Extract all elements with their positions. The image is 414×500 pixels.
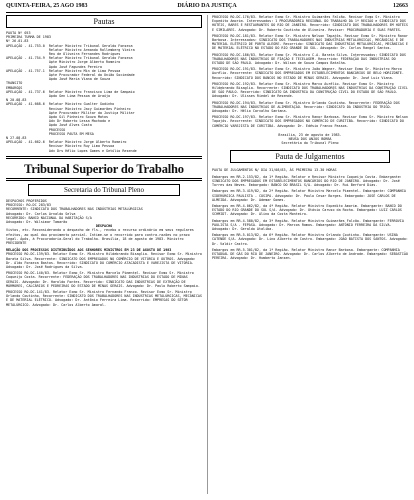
header-date: QUINTA-FEIRA, 25 AGO 1983 (6, 3, 88, 9)
pauta-line: Revisor Ministro Ruy Lima Pessoa (6, 144, 115, 149)
sign-role: Secretária do Tribunal Pleno (281, 141, 339, 146)
pauta-line: PROCESSO (6, 127, 66, 132)
distribution-entry: PROCESSO RO-DC-141/83. Relator Exmo Sr. Ministro Fernando Franco. Revisor Exmo Sr. Ministro Orlando Coutinho. Recorrente: SINDICATO DOS TRABALHADORES NAS INDÚSTRIAS METALÚRGICAS, MECÂNICAS E DE MATERIAL ELÉTRICO. Advogado: Dr. Antônio Ferreira Lima. Recorrido: EMPRESAS DO SETOR METALÚRGICO. Advogado: Dr. Carlos Alberto Amaral. (6, 289, 205, 307)
relacao-list (6, 252, 205, 307)
pauta-line: Apte Ministro Jorge Alberto Romeiro (6, 60, 121, 65)
page-header (6, 2, 408, 12)
tst-subtitle: Secretaria do Tribunal Pleno (28, 184, 180, 196)
pauta-line: Adv Dr Roberto Lessa Machado e (6, 119, 111, 124)
distribution-entry: PROCESSO RO-DC-192/83. Relator Exmo Sr. Ministro Marco Aurélio. Revisor Exmo Sr. Ministro Hildebrando Bisaglia. Recorrente: SINDICATO DOS TRABALHADORES NAS INDÚSTRIAS DA CONSTRUÇÃO CIVIL DE SÃO PAULO. Recorrido: SINDICATO DA INDÚSTRIA DA CONSTRUÇÃO CIVIL DO ESTADO DE SÃO PAULO. Advogado: Dr. Ulisses Riedel de Resende. (212, 81, 411, 99)
pauta-line: EMBARGOS (6, 85, 23, 90)
distribution-entry: PROCESSO RO-DC-191/83. Relator Exmo Sr. Ministro João Wagner. Revisor Exmo Sr. Ministro Marco Aurélio. Recorrente: SINDICATO DOS EMPREGADOS EM ESTABELECIMENTOS BANCÁRIOS DE BELO HORIZONTE. Recorrido: SINDICATO DOS BANCOS NO ESTADO DE MINAS GERAIS. Advogado: Dr. José Luiz Viana. (212, 67, 406, 80)
despacho-title: DESPACHO (95, 224, 113, 229)
distribution-entry: PROCESSO RO-DC-186/83. Relator Exmo Sr. Ministro C.A. Barata Silva. Interessados: SINDICATO DOS TRABALHADORES NAS INDÚSTRIAS DE FIAÇÃO E TECELAGEM. Recorrido: FEDERAÇÃO DAS INDÚSTRIAS DO ESTADO DE SÃO PAULO. Advogado: Dr. Wilson de Souza Campos Batalha. (212, 52, 408, 66)
pauta-line: Apdo Gen Lima Pessoa de Araújo (6, 94, 111, 99)
pautas-heading: Pautas (6, 15, 202, 28)
pauta-line: N 27.08.83 (6, 136, 27, 141)
pauta-line: Nº 26.01.83 (6, 39, 29, 44)
pauta-line: Revisor Ministro Jacy Guimarães Pinheiro (6, 106, 131, 111)
right-column (212, 15, 411, 496)
distribution-entry: PROCESSO RO-DC-197/83. Relator Exmo Sr. Ministro Ranor Barbosa. Revisor Exmo Sr. Ministro Nelson Tapajós. Recorrente: SINDICATO DOS EMPREGADOS NO COMÉRCIO DE CURITIBA. Recorrido: SINDICATO DO COMÉRCIO VAREJISTA DE CURITIBA. Advogado: Dr. Edésio Franco Passos. (212, 115, 411, 128)
pauta-line: PRIMEIRA TURMA DE 1983 (6, 35, 51, 40)
sign-name: NEUSA DOS ANJOS BORBA (288, 137, 332, 142)
column-divider (207, 15, 208, 494)
sign-date: Brasília, 23 de agosto de 1983. (278, 132, 342, 137)
header-page-number: 12663 (393, 3, 408, 9)
distribution-entry: PROCESSO RO-DC-176/83. Relator Exmo Sr. Ministro Guimarães Falcão. Revisor Exmo Sr. Ministro Expedito Amorim. Interessados: 1 PROCURADORIA REGIONAL DO TRABALHO DA 1ª REGIÃO e SINDICATO DOS HOTÉIS, BARES E RESTAURANTES DO RIO DE JANEIRO. Recorrido: SINDICATO DOS TRABALHADORES EM HOTÉIS E SIMILARES. Advogado: Dr. Roberto Coutinho de Oliveira. Revisor: PROCURADORIA E SUAS PARTES. (212, 15, 411, 32)
judgment-entry: Embargos em RR-3.419/82, da 2ª Região. Relator Ministro Marcelo Pimentel. Embargante: COMPANHIA SIDERÚRGICA PAULISTA - COSIPA. Advogado: Dr. Paulo Cesar Borges. Embargado: JOSÉ CARLOS DE ALMEIDA. Advogado: Dr. Ademar Gomes. (212, 189, 408, 202)
pauta-line: Apdo Gil Pinheiro Souza Matos (6, 115, 109, 120)
pauta-line: Apdo José Fagundes Pereira (6, 64, 102, 69)
despacho-header-lines (6, 199, 202, 224)
pauta-line: APELAÇÃO - 41.754-9 Relator Ministro Tribunal Geraldo Fonseca (6, 56, 133, 61)
relacao-title: RELAÇÃO DOS PROCESSOS DISTRIBUÍDOS AOS SENHORES MINISTROS EM 23 DE AGOSTO DE 1983 (6, 248, 172, 253)
tst-title: Tribunal Superior do Trabalho (24, 161, 184, 176)
left-column (6, 15, 205, 496)
judgment-entry: PAUTA DE JULGAMENTOS N/ DIA 31/08/83, ÀS PRIMEIRA 13.30 HORAS (212, 168, 337, 173)
distribution-entry: PROCESSO RO-DC-139/83. Relator Exmo Sr. Ministro Hildebrando Bisaglia. Revisor Exmo Sr. Ministro Barata Silva. Recorrente: SINDICATO DOS EMPREGADOS NO COMÉRCIO DE VITÓRIA E OUTROS. Advogado: Dr. Aldo Fonseca Bastos. Recorrido: SINDICATO DO COMÉRCIO ATACADISTA E VAREJISTA DE VITÓRIA. Advogado: Dr. José Rodrigues da Silva. (6, 252, 205, 269)
pauta-line: Apdo José Alves Costa (6, 123, 92, 128)
despacho-line: Advogado: Dr. Wilsimar Tamarão (6, 219, 68, 224)
header-rule (6, 12, 408, 13)
judgment-entry: Embargos em RR-4.062/82, da 4ª Região. Relator Ministro Expedito Amorim. Embargante: BANCO DO ESTADO DO RIO GRANDE DO SUL S/A. Advogado: Dr. Otávio Caruso da Rocha. Embargado: LUIZ CARLOS SCHMIDT. Advogado: Dr. Alino da Costa Monteiro. (212, 203, 404, 217)
despacho-line: RECORRIDO: BANCO NACIONAL DA HABITAÇÃO S/A (6, 215, 92, 220)
distribution-entry: PROCESSO RO-DC-140/83. Relator Exmo Sr. Ministro Marcelo Pimentel. Revisor Exmo Sr. Ministro Coqueijo Costa. Recorrente: FEDERAÇÃO DOS TRABALHADORES NAS INDÚSTRIAS DO ESTADO DE MINAS GERAIS. Advogado: Dr. Haroldo Fontes. Recorrido: SINDICATO DAS INDÚSTRIAS DE EXTRAÇÃO DE MÁRMORES, CALCÁRIOS E PEDREIRAS DO ESTADO DE MINAS GERAIS. Advogado: Dr. Paulo Roberto Sampaio. (6, 271, 200, 288)
distribution-entry: PROCESSO RO-DC-181/83. Relator Exmo Sr. Ministro Nelson Tapajós. Revisor Exmo Sr. Ministro Ranor Barbosa. Interessados: SINDICATO DOS TRABALHADORES NAS INDÚSTRIAS METALÚRGICAS, MECÂNICAS E DE MATERIAL ELÉTRICO DE PORTO ALEGRE. Recorrido: SINDICATO DAS INDÚSTRIAS METALÚRGICAS, MECÂNICAS E DE MATERIAL ELÉTRICO NO ESTADO DO RIO GRANDE DO SUL. Advogado: Dr. Carlos Rangel Santos. (212, 33, 411, 51)
pauta-line: PAUTA Nº 053 (6, 31, 31, 35)
judgment-entry: Embargos em RR-4.580/82, da 3ª Região. Relator Ministro Guimarães Falcão. Embargante: FERROVIA PAULISTA S/A - FEPASA. Advogado: Dr. Marcos Ramos. Embargado: ANTÔNIO FERREIRA DA SILVA. Advogado: Dr. Geraldo Ataliba. (212, 218, 406, 231)
pauta-line: TRANSITO (6, 81, 23, 86)
pauta-julgamentos-heading: Pauta de Julgamentos (230, 150, 390, 163)
despacho-body: Vistos, etc. Reconsiderando o despacho de fls., recebo o recurso ordinário em seus regulares efeitos, ao qual dou provimento parcial. Intime-se o recorrido para contra-razões no prazo legal. Após, à Procuradoria-Geral do Trabalho. Brasília, 18 de agosto de 1983. Ministro PRESIDENTE (6, 228, 196, 245)
pauta-line: Apte Procurador Militar da Justiça Militar (6, 110, 135, 115)
distribution-list (212, 15, 411, 128)
pauta-line: N 20.08.83 (6, 98, 27, 103)
section-rule (6, 178, 202, 181)
pauta-line: Relator Ministro Armando Rollemberg Vieira (6, 47, 135, 52)
despacho-line: RECORRENTE: SINDICATO DOS TRABALHADORES NAS INDÚSTRIAS METALÚRGICAS (6, 207, 143, 212)
pauta-line: APELAÇÃO - 41.668-6 Relator Ministro Gualter Godinho (6, 102, 115, 107)
pautas-list (6, 31, 202, 153)
header-publication: DIÁRIO DA JUSTIÇA (177, 3, 237, 9)
despacho-line: PROCESSO: RO-DC 283/83 (6, 203, 51, 208)
pauta-line: APELAÇÃO - 41.737-6 Relator Ministro Francisco Lima de Sampaio (6, 89, 135, 94)
pauta-line: APELAÇÃO - 41.753-0 Relator Ministro Tribunal Geraldo Fonseca (6, 43, 133, 48)
despacho-line: Advogado: Dr. Carlos Arnaldo Selva (6, 211, 76, 216)
judgment-entry: Embargos em RR-5.301/82, da 1ª Região. Relator Ministro Ranor Barbosa. Embargante: COMPANHIA ESTADUAL DE GÁS DO RIO DE JANEIRO. Advogado: Dr. Carlos Alberto de Andrade. Embargado: SEBASTIÃO PEREIRA. Advogado: Dr. Humberto Jansen. (212, 247, 411, 261)
section-rule (6, 156, 202, 159)
pauta-line: Adv Drs Hélio Lopes Gomes e Getúlio Resende (6, 148, 137, 153)
pauta-line: APELAÇÃO - 41.662-6 Relator Ministro Jorge Alberto Romeiro (6, 140, 127, 145)
judgment-entry: Embargos em RR-2.153/82, da 1ª Região. Relator e Revisor Ministro Coqueijo Costa. Embargante: SINDICATO DOS EMPREGADOS EM ESTABELECIMENTOS BANCÁRIOS DO RIO DE JANEIRO. Advogado: Dr. José Torres das Neves. Embargado: BANCO DO BRASIL S/A. Advogado: Dr. Rui Berford Dias. (212, 174, 404, 188)
distribution-entry: PROCESSO RO-DC-194/83. Relator Exmo Sr. Ministro Orlando Coutinho. Recorrente: FEDERAÇÃO DOS TRABALHADORES NAS INDÚSTRIAS DE ALIMENTAÇÃO. Recorrido: SINDICATO DA INDÚSTRIA DO TRIGO. Advogado: Dr. Hélio Carvalho Santana. (212, 100, 402, 114)
pauta-line: Apte Procurador Federal da União Sociedade (6, 73, 135, 78)
pauta-line: Reu de Oliveira Fernandes Rodrigues (6, 52, 121, 57)
judgment-entry: Embargos em RR-5.013/82, da 6ª Região. Relator Ministro Orlando Coutinho. Embargante: USINA CATENDE S/A. Advogado: Dr. Lino Alberto de Castro. Embargado: JOÃO BATISTA DOS SANTOS. Advogado: Dr. Valdir Castro. (212, 233, 411, 246)
pauta-line: Apdo José Maria Viana de Souza (6, 77, 111, 82)
despacho-line: DESPACHOS PROFERIDOS (6, 198, 47, 203)
pauta-line: PROCESSO PAUTA EM MESA (6, 131, 94, 136)
pauta-julgamentos-list (212, 168, 411, 261)
pauta-line: APELAÇÃO - 41.757-1 Relator Ministro Min de Lima Pessoa (6, 68, 121, 73)
